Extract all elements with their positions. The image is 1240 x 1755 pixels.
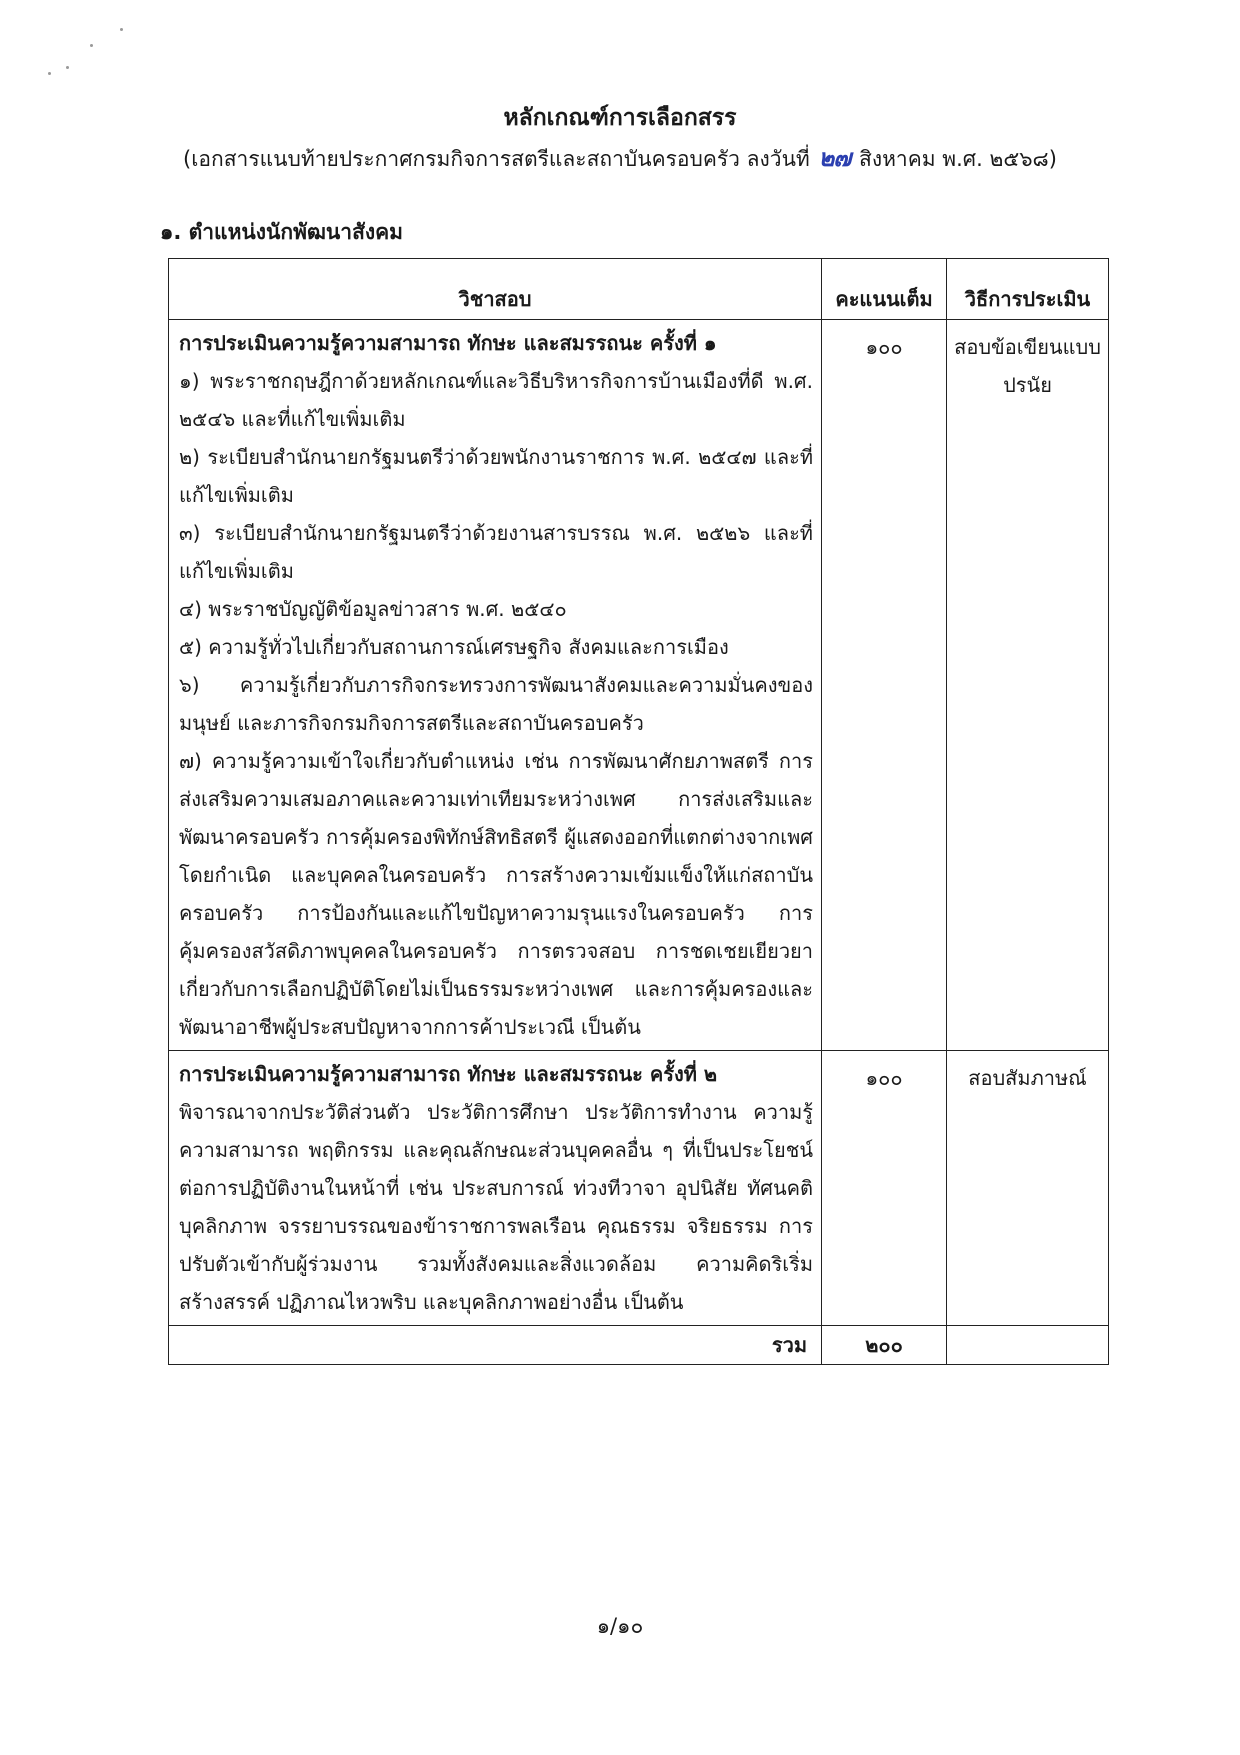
header-method: วิธีการประเมิน — [947, 259, 1109, 320]
list-item: ๔) พระราชบัญญัติข้อมูลข่าวสาร พ.ศ. ๒๕๔๐ — [179, 597, 567, 621]
score-cell: ๑๐๐ — [822, 1051, 947, 1326]
document-title: หลักเกณฑ์การเลือกสรร — [503, 105, 737, 131]
scan-speck — [120, 28, 123, 31]
subtitle-text-after: สิงหาคม พ.ศ. ๒๕๖๘) — [859, 147, 1057, 171]
criteria-table — [168, 258, 1109, 1365]
table-header-row — [169, 259, 1109, 320]
header-full-score: คะแนนเต็ม — [822, 259, 947, 320]
total-label: รวม — [169, 1326, 822, 1365]
method-cell: สอบข้อเขียนแบบปรนัย — [947, 320, 1109, 1051]
table-row — [169, 320, 1109, 1051]
subject-cell — [169, 1051, 822, 1326]
total-empty-cell — [947, 1326, 1109, 1365]
total-value: ๒๐๐ — [822, 1326, 947, 1365]
scan-speck — [48, 72, 51, 75]
header-subject: วิชาสอบ — [169, 259, 822, 320]
total-row — [169, 1326, 1109, 1365]
score-cell: ๑๐๐ — [822, 320, 947, 1051]
page-number: ๑/๑๐ — [596, 1614, 644, 1638]
handwritten-day: ๒๗ — [818, 144, 851, 172]
list-item: ๒) ระเบียบสำนักนายกรัฐมนตรีว่าด้วยพนักงานราชการ พ.ศ. ๒๕๔๗ และที่แก้ไขเพิ่มเติม — [179, 445, 813, 507]
method-cell: สอบสัมภาษณ์ — [947, 1051, 1109, 1326]
subject-cell — [169, 320, 822, 1051]
document-subtitle — [0, 138, 1240, 177]
subtitle-text-before: (เอกสารแนบท้ายประกาศกรมกิจการสตรีและสถาบันครอบครัว ลงวันที่ — [183, 147, 810, 171]
list-item: ๖) ความรู้เกี่ยวกับภารกิจกระทรวงการพัฒนาสังคมและความมั่นคงของมนุษย์ และภารกิจกรมกิจการสตรีและสถาบันครอบครัว — [179, 673, 813, 735]
scan-speck — [90, 44, 93, 47]
scan-speck — [66, 66, 69, 69]
list-item: ๓) ระเบียบสำนักนายกรัฐมนตรีว่าด้วยงานสารบรรณ พ.ศ. ๒๕๒๖ และที่แก้ไขเพิ่มเติม — [179, 521, 813, 583]
list-item: ๕) ความรู้ทั่วไปเกี่ยวกับสถานการณ์เศรษฐกิจ สังคมและการเมือง — [179, 635, 729, 659]
table-row — [169, 1051, 1109, 1326]
row-description: พิจารณาจากประวัติส่วนตัว ประวัติการศึกษา ประวัติการทำงาน ความรู้ความสามารถ พฤติกรรม และคุณลักษณะส่วนบุคคลอื่น ๆ ที่เป็นประโยชน์ต่อการปฏิบัติงานในหน้าที่ เช่น ประสบการณ์ ท่วงทีวาจา อุปนิสัย ทัศนคติ บุคลิกภาพ จรรยาบรรณของข้าราชการพลเรือน คุณธรรม จริยธรรม การปรับตัวเข้ากับผู้ร่วมงาน รวมทั้งสังคมและสิ่งแวดล้อม ความคิดริเริ่มสร้างสรรค์ ปฏิภาณไหวพริบ และบุคลิกภาพอย่างอื่น เป็นต้น — [179, 1100, 813, 1314]
list-item: ๑) พระราชกฤษฎีกาด้วยหลักเกณฑ์และวิธีบริหารกิจการบ้านเมืองที่ดี พ.ศ. ๒๕๔๖ และที่แก้ไขเพิ่มเติม — [179, 369, 813, 431]
section-heading: ๑. ตำแหน่งนักพัฒนาสังคม — [160, 220, 404, 244]
row-heading: การประเมินความรู้ความสามารถ ทักษะ และสมรรถนะ ครั้งที่ ๒ — [179, 1062, 718, 1086]
list-item: ๗) ความรู้ความเข้าใจเกี่ยวกับตำแหน่ง เช่น การพัฒนาศักยภาพสตรี การส่งเสริมความเสมอภาคและความเท่าเทียมระหว่างเพศ การส่งเสริมและพัฒนาครอบครัว การคุ้มครองพิทักษ์สิทธิสตรี ผู้แสดงออกที่แตกต่างจากเพศโดยกำเนิด และบุคคลในครอบครัว การสร้างความเข้มแข็งให้แก่สถาบันครอบครัว การป้องกันและแก้ไขปัญหาความรุนแรงในครอบครัว การคุ้มครองสวัสดิภาพบุคคลในครอบครัว การตรวจสอบ การชดเชยเยียวยาเกี่ยวกับการเลือกปฏิบัติโดยไม่เป็นธรรมระหว่างเพศ และการคุ้มครองและพัฒนาอาชีพผู้ประสบปัญหาจากการค้าประเวณี เป็นต้น — [179, 749, 813, 1039]
row-heading: การประเมินความรู้ความสามารถ ทักษะ และสมรรถนะ ครั้งที่ ๑ — [179, 331, 717, 355]
